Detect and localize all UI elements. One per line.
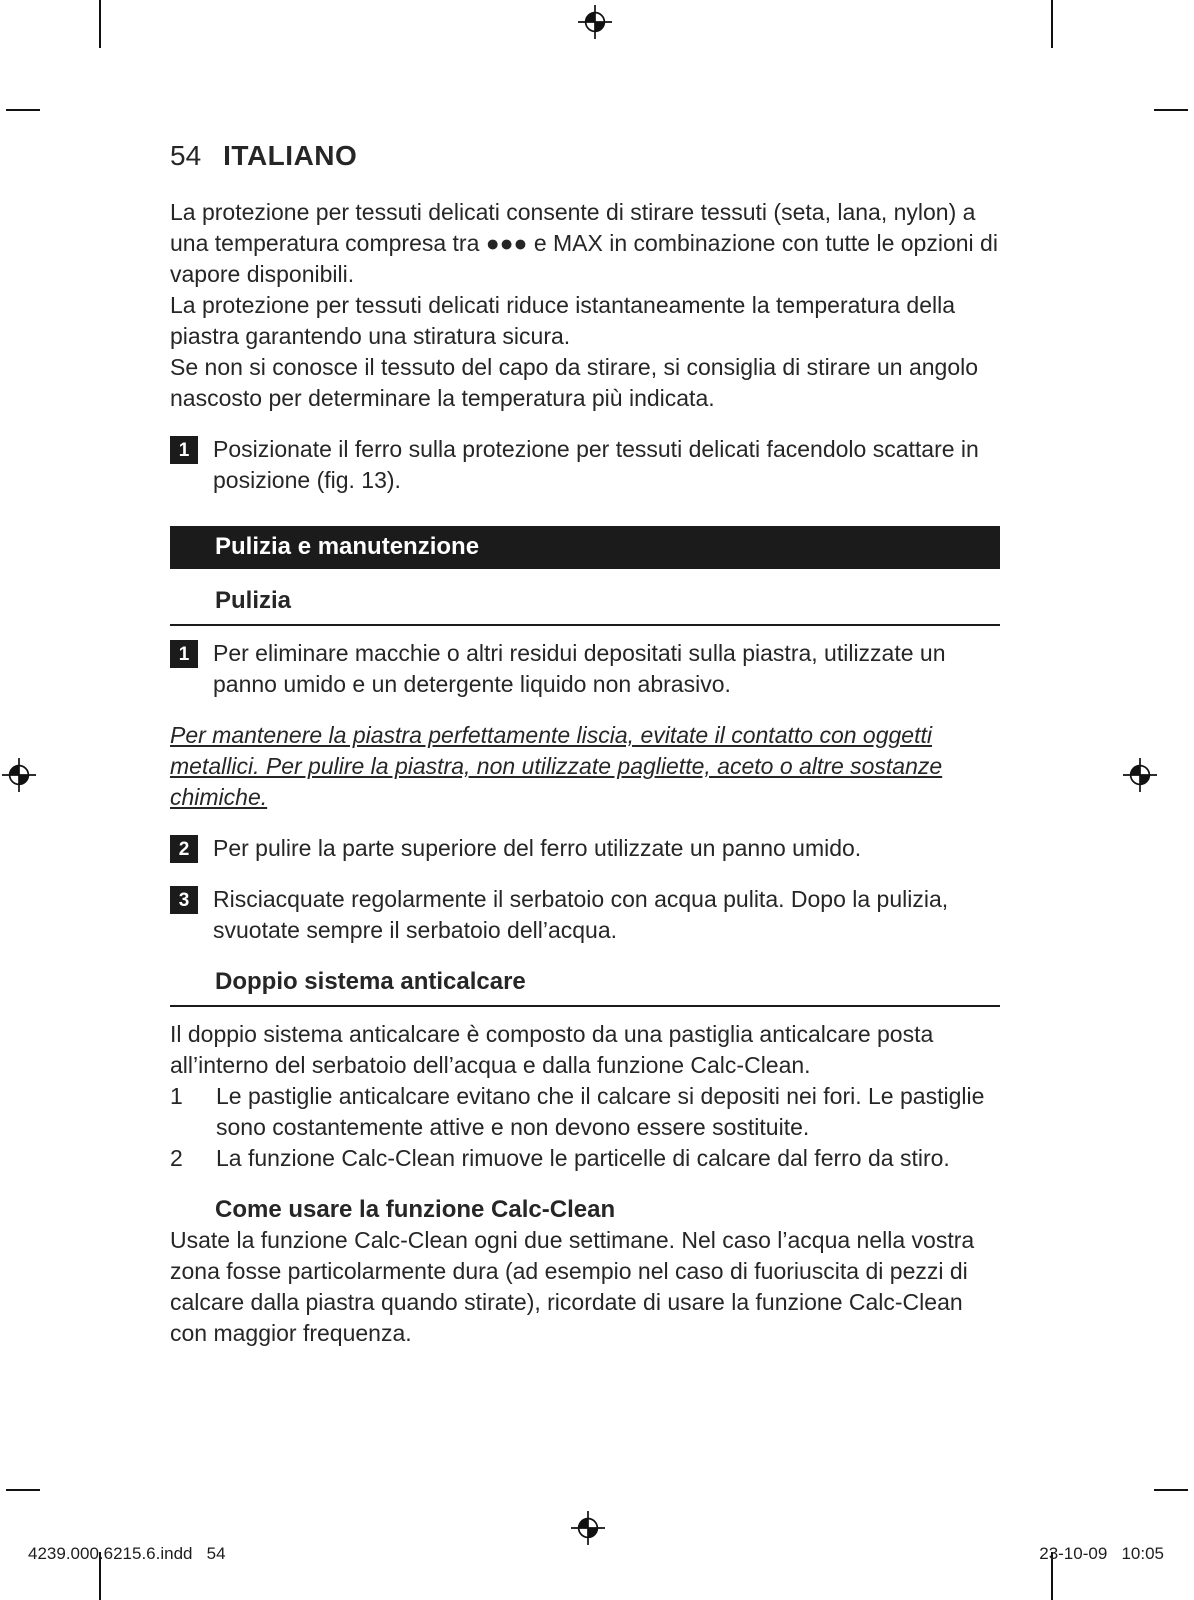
intro-paragraph: La protezione per tessuti delicati consente di stirare tessuti (seta, lana, nylon) a una temperatura compresa tra ●●● e MAX in combinazione con tutte le opzioni di vapore disponibili.: [170, 199, 998, 287]
registration-mark-icon: [1123, 758, 1157, 792]
page-number: 54: [170, 140, 202, 171]
numbered-step: [170, 434, 1000, 496]
subsection-heading: Pulizia: [215, 587, 292, 614]
step-number-badge: 3: [170, 886, 198, 914]
footer-timestamp: 23-10-09 10:05: [1039, 1544, 1164, 1563]
crop-mark: [6, 1489, 40, 1491]
numbered-step: [170, 638, 1000, 700]
page-column: [170, 140, 1000, 1349]
step-number-badge: 2: [170, 835, 198, 863]
list-item: [170, 1081, 1000, 1143]
step-text: Risciacquate regolarmente il serbatoio con acqua pulita. Dopo la pulizia, svuotate sempre il serbatoio dell’acqua.: [213, 886, 949, 943]
crop-mark: [6, 109, 40, 111]
body-paragraph: Usate la funzione Calc-Clean ogni due settimane. Nel caso l’acqua nella vostra zona fosse particolarmente dura (ad esempio nel caso di fuoriuscita di pezzi di calcare dalla piastra quando stirate), ricordate di usare la funzione Calc-Clean con maggior frequenza.: [170, 1227, 975, 1346]
list-item: [170, 1143, 1000, 1174]
subsection-heading: Doppio sistema anticalcare: [215, 968, 526, 995]
intro-paragraph: Se non si conosce il tessuto del capo da stirare, si consiglia di stirare un angolo nascosto per determinare la temperatura più indicata.: [170, 354, 979, 411]
numbered-step: [170, 884, 1000, 946]
step-number-badge: 1: [170, 436, 198, 464]
page-header: [170, 140, 1000, 171]
list-item-text: Le pastiglie anticalcare evitano che il calcare si depositi nei fori. Le pastiglie sono costantemente attive e non devono essere sostituite.: [216, 1083, 985, 1140]
caution-note: Per mantenere la piastra perfettamente liscia, evitate il contatto con oggetti metallici. Per pulire la piastra, non utilizzate pagliette, aceto o altre sostanze chimiche.: [170, 722, 943, 810]
body-paragraph: Il doppio sistema anticalcare è composto da una pastiglia anticalcare posta all’interno del serbatoio dell’acqua e dalla funzione Calc-Clean.: [170, 1021, 934, 1078]
registration-mark-icon: [571, 1511, 605, 1545]
step-text: Posizionate il ferro sulla protezione per tessuti delicati facendolo scattare in posizione (fig. 13).: [213, 436, 979, 493]
step-number-badge: 1: [170, 640, 198, 668]
numbered-step: [170, 833, 1000, 864]
list-item-text: La funzione Calc-Clean rimuove le particelle di calcare dal ferro da stiro.: [216, 1145, 950, 1171]
step-text: Per pulire la parte superiore del ferro utilizzate un panno umido.: [213, 835, 862, 861]
crop-mark: [1051, 0, 1053, 48]
list-item-number: 2: [170, 1145, 183, 1171]
crop-mark: [1154, 109, 1188, 111]
subsection-heading: Come usare la funzione Calc-Clean: [215, 1196, 616, 1223]
crop-mark: [99, 0, 101, 48]
section-title-bar: Pulizia e manutenzione: [170, 526, 1000, 569]
registration-mark-icon: [2, 758, 36, 792]
crop-mark: [1154, 1489, 1188, 1491]
page-title: ITALIANO: [223, 140, 358, 171]
registration-mark-icon: [578, 5, 612, 39]
intro-paragraph: La protezione per tessuti delicati riduce istantaneamente la temperatura della piastra garantendo una stiratura sicura.: [170, 292, 956, 349]
list-item-number: 1: [170, 1083, 183, 1109]
step-text: Per eliminare macchie o altri residui depositati sulla piastra, utilizzate un panno umido e un detergente liquido non abrasivo.: [213, 640, 946, 697]
footer-file-info: 4239.000.6215.6.indd 54: [28, 1544, 226, 1563]
